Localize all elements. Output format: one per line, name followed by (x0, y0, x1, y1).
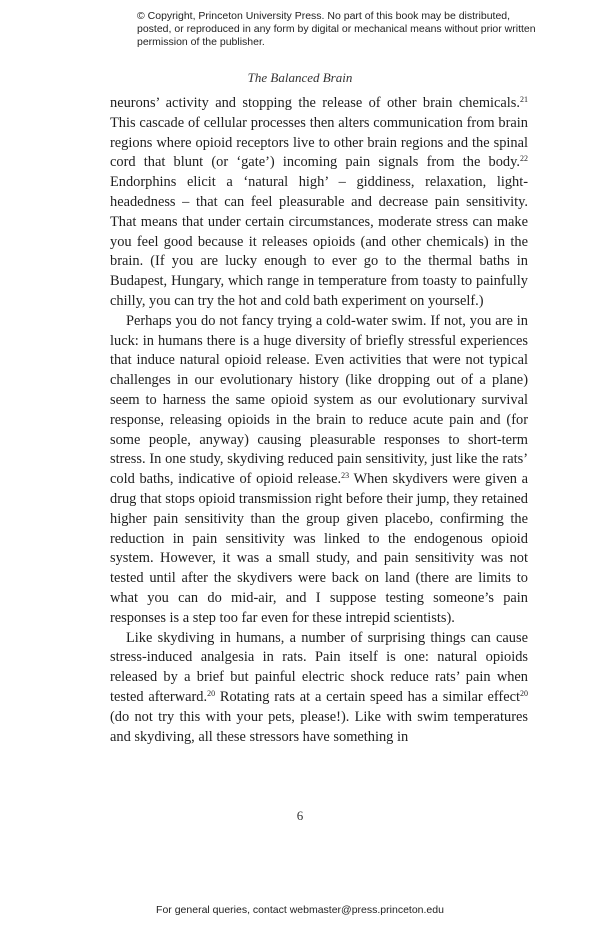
copyright-notice: © Copyright, Princeton University Press. No part of this book may be distributed, posted, or reproduced in any form by digital or mechanical means without prior written permission of the publisher. (137, 10, 536, 48)
footnote-ref-23: 23 (341, 471, 350, 481)
footnote-ref-20: 20 (520, 688, 528, 698)
paragraph-2 (110, 312, 528, 629)
paragraph-3 (110, 629, 528, 748)
text-segment: Perhaps you do not fancy trying a cold-water swim. If not, you are in luck: in humans there is a huge diversity of briefly stressful experiences that induce natural opioid release. Even activities that were not typical challenges in our evolutionary history (like dropping out of a plane) seem to harness the same opioid system as our evolutionary survival response, releasing opioids in the brain to reduce acute pain and (for some people, anyway) causing pleasurable responses to short-term stress. In one study, skydiving reduced pain sensitivity, just like the rats’ cold baths, indicative of opioid release. (110, 312, 528, 488)
text-segment: (do not try this with your pets, please!). Like with swim temperatures and skydiving, all these stressors have something in (110, 708, 528, 745)
text-segment: neurons’ activity and stopping the release of other brain chemicals. (110, 95, 520, 111)
footnote-ref-20: 20 (207, 688, 216, 698)
text-segment: When skydivers were given a drug that stops opioid transmission right before their jump, they retained higher pain sensitivity than the group given placebo, confirming the reduction in pain sensitivity was linked to the endogenous opioid system. However, it was a small study, and pain sensitivity was not tested until after the skydivers were back on land (there are limits to what you can do mid-air, and I suppose testing someone’s pain responses is a step too far even for these intrepid scientists). (110, 471, 528, 626)
text-segment: This cascade of cellular processes then alters communication from brain regions where opioid receptors live to other brain regions and the spinal cord that blunt (or ‘gate’) incoming pain signals from the body. (110, 114, 528, 171)
text-segment: Like skydiving in humans, a number of surprising things can cause stress-induced analgesia in rats. Pain itself is one: natural opioids released by a brief but painful electric shock reduce rats’ pain when tested afterward. (110, 629, 528, 705)
page-number: 6 (296, 808, 304, 823)
footer-notice: For general queries, contact webmaster@press.princeton.edu (156, 904, 444, 916)
footnote-ref-22: 22 (520, 154, 528, 164)
running-head: The Balanced Brain (247, 70, 353, 85)
paragraph-1 (110, 94, 528, 312)
text-segment: Rotating rats at a certain speed has a similar effect (215, 688, 520, 705)
body-text (110, 94, 528, 747)
footnote-ref-21: 21 (520, 95, 528, 104)
text-segment: Endorphins elicit a ‘natural high’ – giddiness, relaxation, light-headedness – that can feel pleasurable and decrease pain sensitivity. That means that under certain circumstances, moderate stress can make you feel good because it releases opioids (and other chemicals) in the brain. (If you are lucky enough to ever go to the thermal baths in Budapest, Hungary, which range in temperature from toasty to painfully chilly, you can try the hot and cold bath experiment on yourself.) (110, 174, 528, 309)
